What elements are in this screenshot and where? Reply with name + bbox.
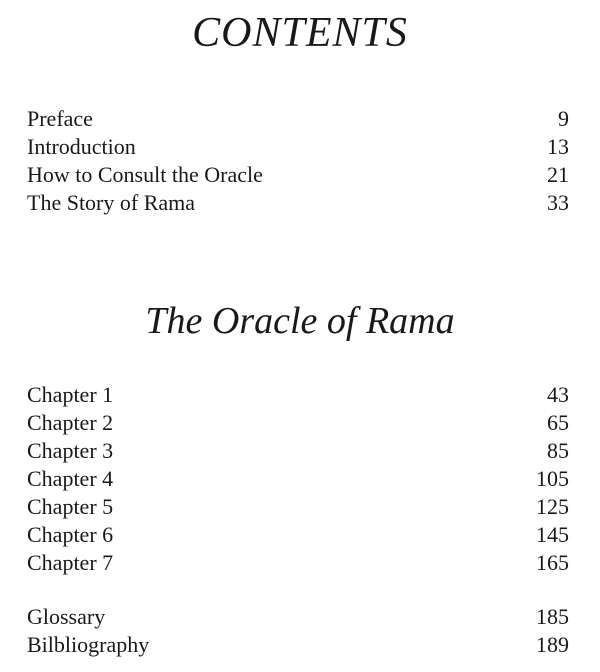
toc-entry-page: 125 bbox=[536, 494, 569, 519]
back-matter-list bbox=[27, 603, 569, 659]
toc-entry bbox=[27, 437, 569, 465]
toc-entry bbox=[27, 521, 569, 549]
toc-entry-page: 13 bbox=[547, 134, 569, 159]
toc-entry-label: Chapter 4 bbox=[27, 466, 114, 491]
page-title: CONTENTS bbox=[192, 10, 408, 56]
toc-entry-page: 185 bbox=[536, 604, 569, 629]
toc-entry-page: 65 bbox=[547, 410, 569, 435]
toc-entry-label: Chapter 3 bbox=[27, 438, 114, 463]
toc-entry-label: Glossary bbox=[27, 604, 106, 629]
toc-entry bbox=[27, 493, 569, 521]
toc-entry bbox=[27, 631, 569, 659]
toc-entry bbox=[27, 549, 569, 577]
toc-entry-label: The Story of Rama bbox=[27, 190, 196, 215]
toc-entry bbox=[27, 381, 569, 409]
chapters-list bbox=[27, 381, 569, 577]
toc-entry-page: 85 bbox=[547, 438, 569, 463]
toc-entry-page: 165 bbox=[536, 550, 569, 575]
toc-entry bbox=[27, 409, 569, 437]
toc-entry-page: 9 bbox=[558, 106, 569, 131]
section-heading: The Oracle of Rama bbox=[145, 300, 455, 342]
toc-entry-page: 33 bbox=[547, 190, 569, 215]
toc-entry-page: 145 bbox=[536, 522, 569, 547]
toc-entry-label: How to Consult the Oracle bbox=[27, 162, 263, 187]
toc-entry-page: 105 bbox=[536, 466, 569, 491]
toc-entry-label: Chapter 5 bbox=[27, 494, 114, 519]
front-matter-list bbox=[27, 105, 569, 217]
toc-entry bbox=[27, 133, 569, 161]
toc-entry-label: Chapter 2 bbox=[27, 410, 114, 435]
toc-entry-label: Preface bbox=[27, 106, 93, 131]
toc-entry-label: Introduction bbox=[27, 134, 136, 159]
toc-entry-label: Chapter 6 bbox=[27, 522, 114, 547]
toc-entry-page: 189 bbox=[536, 632, 569, 657]
toc-entry-page: 21 bbox=[547, 162, 569, 187]
toc-entry bbox=[27, 105, 569, 133]
toc-entry bbox=[27, 465, 569, 493]
toc-entry bbox=[27, 603, 569, 631]
toc-entry-label: Bilbliography bbox=[27, 632, 150, 657]
toc-entry bbox=[27, 189, 569, 217]
toc-entry bbox=[27, 161, 569, 189]
toc-entry-label: Chapter 1 bbox=[27, 382, 114, 407]
toc-entry-label: Chapter 7 bbox=[27, 550, 114, 575]
toc-entry-page: 43 bbox=[547, 382, 569, 407]
